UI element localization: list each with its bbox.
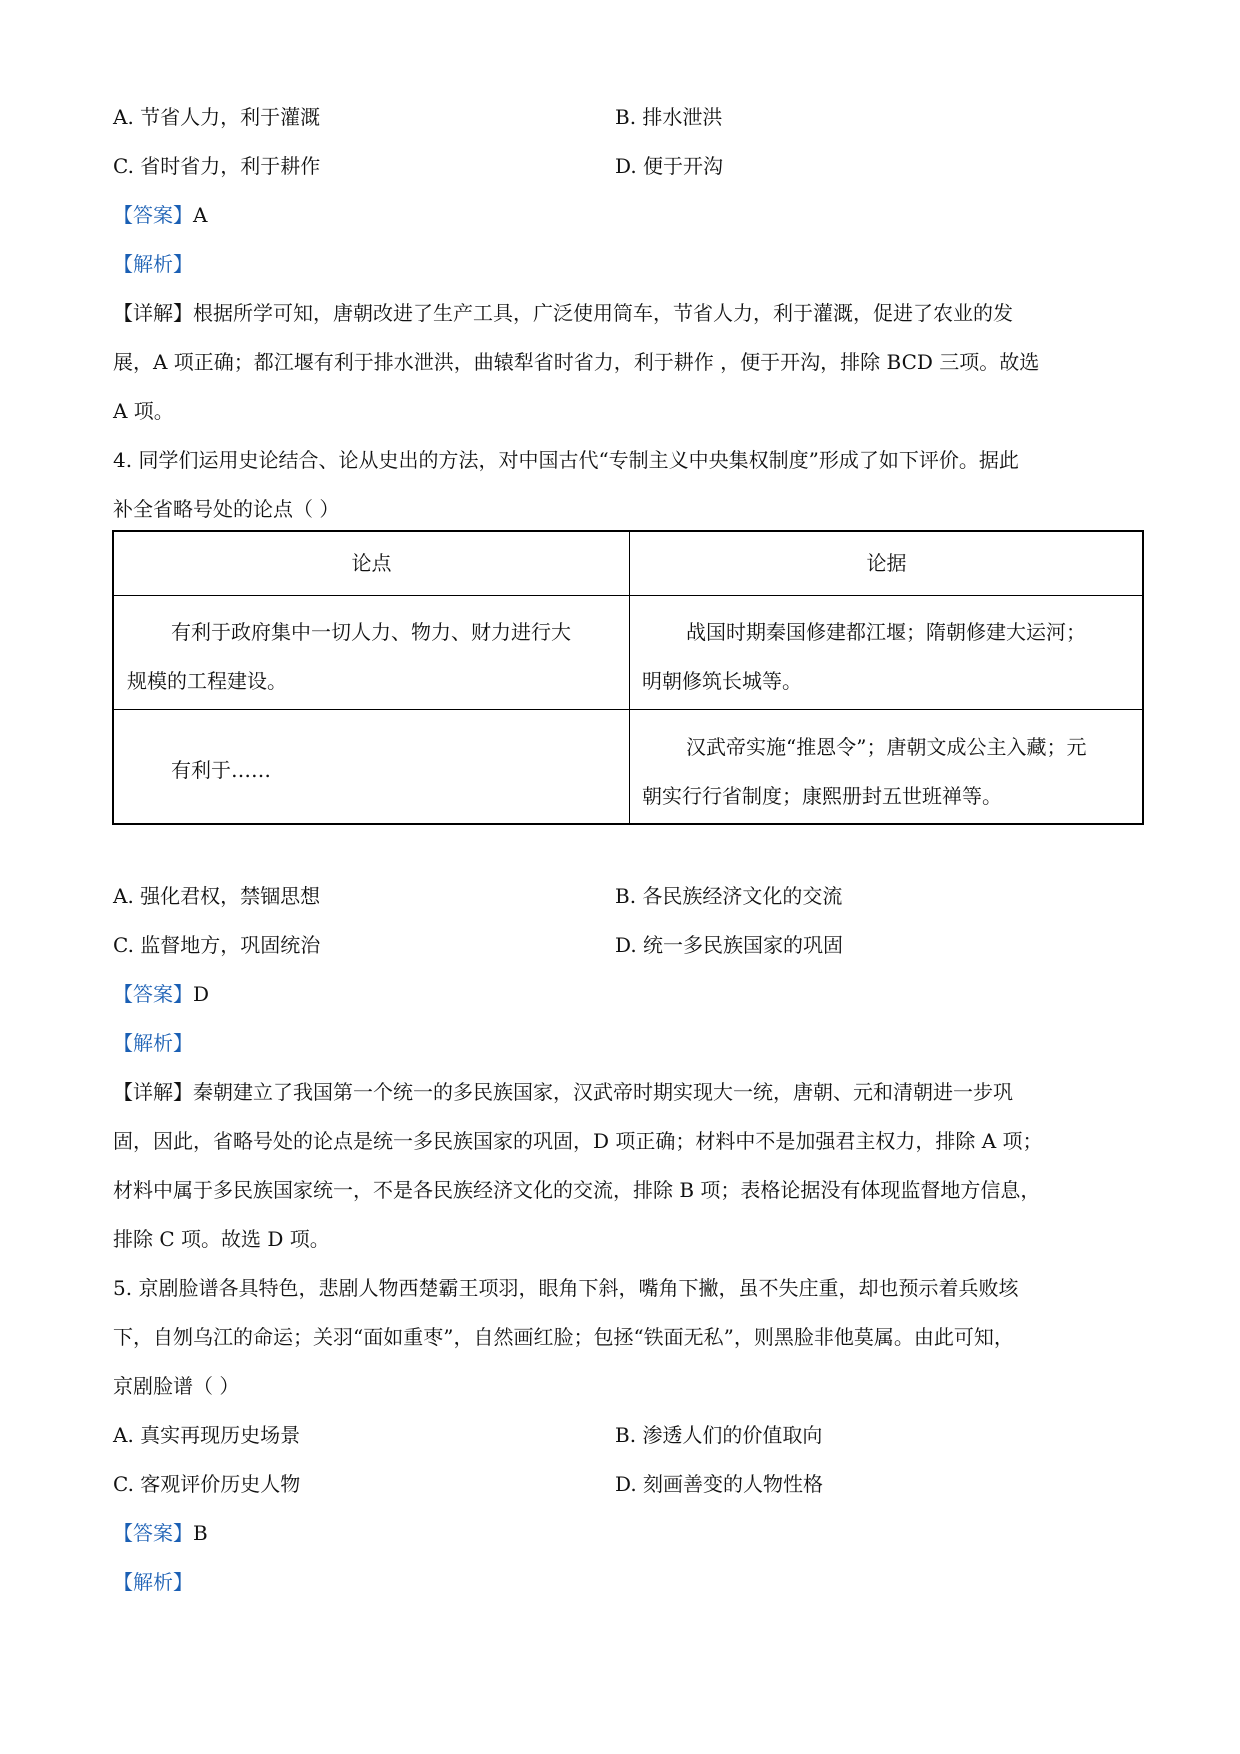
q4-detail-line-1	[113, 1078, 1013, 1106]
answer-tag: 【答案】	[113, 203, 193, 227]
q5-stem-line-3: 京剧脸谱（ ）	[113, 1374, 240, 1398]
q3-option-c: C. 省时省力，利于耕作	[113, 154, 321, 178]
q4-option-b: B. 各民族经济文化的交流	[615, 884, 843, 908]
q4-detail-line-4: 排除 C 项。故选 D 项。	[113, 1227, 330, 1251]
q3-detail-line-1	[113, 299, 1013, 327]
table-header-evidence: 论据	[866, 551, 907, 575]
detail-text: 根据所学可知，唐朝改进了生产工具，广泛使用筒车，节省人力，利于灌溉，促进了农业的发	[193, 301, 1013, 325]
answer-tag: 【答案】	[113, 1521, 193, 1545]
detail-tag: 【详解】	[113, 1080, 193, 1104]
table-row2-point-line1: 有利于……	[171, 758, 271, 782]
q4-stem-line-1: 4. 同学们运用史论结合、论从史出的方法，对中国古代“专制主义中央集权制度”形成了如下评价。据此	[113, 448, 1019, 472]
answer-tag: 【答案】	[113, 982, 193, 1006]
answer-value: B	[193, 1521, 208, 1545]
q3-detail-line-2: 展，A 项正确；都江堰有利于排水泄洪，曲辕犁省时省力，利于耕作 ，便于开沟，排除 BCD 三项。故选	[113, 350, 1040, 374]
q4-option-d: D. 统一多民族国家的巩固	[615, 933, 844, 957]
q3-answer	[113, 201, 207, 229]
q4-analysis-tag: 【解析】	[113, 1031, 193, 1055]
q5-option-b: B. 渗透人们的价值取向	[615, 1423, 823, 1447]
q3-detail-line-3: A 项。	[113, 399, 174, 423]
q5-answer	[113, 1519, 208, 1547]
table-row1-evidence-line1: 战国时期秦国修建都江堰；隋朝修建大运河；	[686, 620, 1086, 644]
q4-option-c: C. 监督地方，巩固统治	[113, 933, 321, 957]
q5-stem-line-2: 下，自刎乌江的命运；关羽“面如重枣”，自然画红脸；包拯“铁面无私”，则黑脸非他莫属。由此可知，	[113, 1325, 1014, 1349]
table-row1-evidence-line2: 明朝修筑长城等。	[642, 669, 802, 693]
table-row1-point-line1: 有利于政府集中一切人力、物力、财力进行大	[171, 620, 571, 644]
q4-detail-line-2: 固，因此，省略号处的论点是统一多民族国家的巩固，D 项正确；材料中不是加强君主权力，排除 A 项；	[113, 1129, 1043, 1153]
q4-detail-line-3: 材料中属于多民族国家统一，不是各民族经济文化的交流，排除 B 项；表格论据没有体现监督地方信息，	[113, 1178, 1041, 1202]
q3-analysis-tag: 【解析】	[113, 252, 193, 276]
q5-analysis-tag: 【解析】	[113, 1570, 193, 1594]
answer-value: A	[193, 203, 208, 227]
q5-option-d: D. 刻画善变的人物性格	[615, 1472, 824, 1496]
table-header-point: 论点	[351, 551, 392, 575]
table-row-divider	[114, 595, 1142, 596]
q3-option-b: B. 排水泄洪	[615, 105, 723, 129]
answer-value: D	[193, 982, 210, 1006]
q3-option-a: A. 节省人力，利于灌溉	[113, 105, 321, 129]
q5-option-a: A. 真实再现历史场景	[113, 1423, 301, 1447]
table-row2-evidence-line2: 朝实行行省制度；康熙册封五世班禅等。	[642, 784, 1002, 808]
q5-option-c: C. 客观评价历史人物	[113, 1472, 301, 1496]
q4-table	[112, 530, 1144, 825]
detail-tag: 【详解】	[113, 301, 193, 325]
q5-stem-line-1: 5. 京剧脸谱各具特色，悲剧人物西楚霸王项羽，眼角下斜，嘴角下撇，虽不失庄重，却也预示着兵败垓	[113, 1276, 1019, 1300]
q4-answer	[113, 980, 209, 1008]
table-row-divider	[114, 709, 1142, 710]
q3-option-d: D. 便于开沟	[615, 154, 724, 178]
table-row1-point-line2: 规模的工程建设。	[127, 669, 287, 693]
q4-stem-line-2: 补全省略号处的论点（ ）	[113, 497, 340, 521]
detail-text: 秦朝建立了我国第一个统一的多民族国家，汉武帝时期实现大一统，唐朝、元和清朝进一步巩	[193, 1080, 1013, 1104]
table-row2-evidence-line1: 汉武帝实施“推恩令”；唐朝文成公主入藏；元	[686, 735, 1087, 759]
q4-option-a: A. 强化君权，禁锢思想	[113, 884, 321, 908]
